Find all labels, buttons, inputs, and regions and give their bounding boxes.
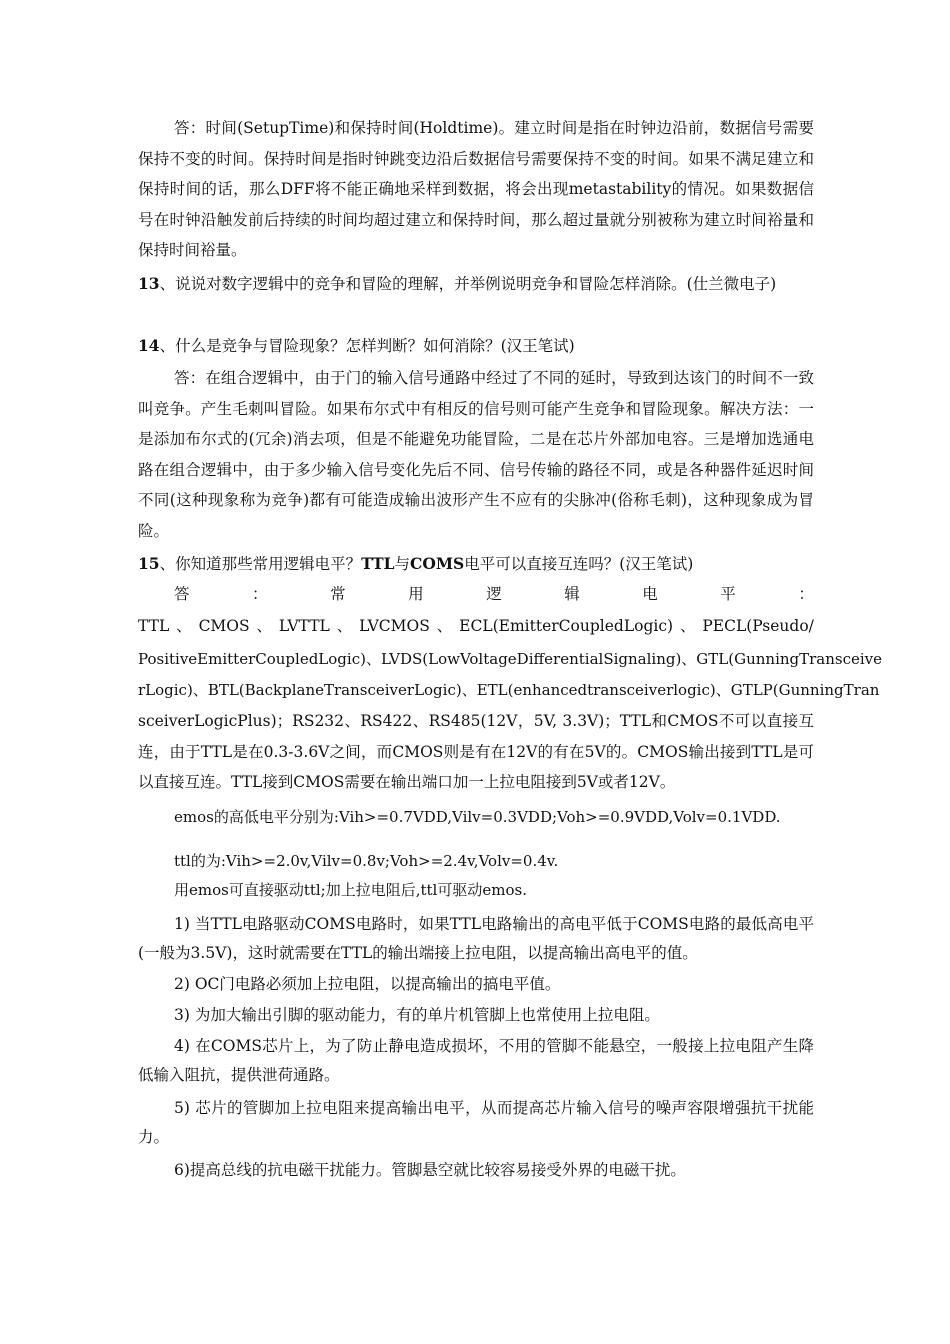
logic-level-list: TTL 、 CMOS 、 LVTTL 、 LVCMOS 、 ECL(EmitterCoupledLogic) 、 PECL(Pseudo/ (138, 617, 814, 635)
setup-hold-answer: 答：时间(SetupTime)和保持时间(Holdtime)。建立时间是指在时钟边沿前，数据信号需要保持不变的时间。保持时间是指时钟跳变边沿后数据信号需要保持不变的时间。如果不满足建立和保持时间的话，那么DFF将不能正确地采样到数据，将会出现metastability的情况。如果数据信号在时钟沿触发前后持续的时间均超过建立和保持时间，那么超过量就分别被称为建立时间裕量和保持时间裕量。 (138, 119, 814, 260)
ttl-cmos-answer: sceiverLogicPlus)；RS232、RS422、RS485(12V，5V, 3.3V)；TTL和CMOS不可以直接互连，由于TTL是在0.3-3.6V之间，而CMOS则是有在12V的有在5V的。CMOS输出接到TTL是可以直接互连。TTL接到CMOS需要在输出端口加一上拉电阻接到5V或者12V。 (138, 712, 814, 792)
question-15: 15、你知道那些常用逻辑电平？TTL与COMS电平可以直接互连吗？(汉王笔试) (138, 554, 694, 573)
question-13-text: 、说说对数字逻辑中的竞争和冒险的理解，并举例说明竞争和冒险怎样消除。(仕兰微电子) (159, 275, 777, 293)
list-item-1: 1) 当TTL电路驱动COMS电路时，如果TTL电路输出的高电平低于COMS电路的最低高电平(一般为3.5V)，这时就需要在TTL的输出端接上拉电阻，以提高输出高电平的值。 (138, 915, 814, 962)
question-13 (138, 270, 814, 298)
logic-level-line-4: rLogic)、BTL(BackplaneTransceiverLogic)、ETL(enhancedtransceiverlogic)、GTLP(GunningTran (138, 681, 880, 699)
question-14-text: 、什么是竞争与冒险现象？怎样判断？如何消除？(汉王笔试) (159, 337, 575, 355)
drive-note: 用emos可直接驱动ttl;加上拉电阻后,ttl可驱动emos. (174, 881, 527, 899)
question-13-number: 13 (138, 274, 160, 293)
list-item-4: 4) 在COMS芯片上，为了防止静电造成损坏，不用的管脚不能悬空，一般接上拉电阻产生降低输入阻抗，提供泄荷通路。 (138, 1037, 814, 1084)
question-14 (138, 332, 814, 360)
list-item-5: 5) 芯片的管脚加上拉电阻来提高输出电平，从而提高芯片输入信号的噪声容限增强抗干扰能力。 (138, 1099, 814, 1146)
race-hazard-answer: 答：在组合逻辑中，由于门的输入信号通路中经过了不同的延时，导致到达该门的时间不一致叫竞争。产生毛刺叫冒险。如果布尔式中有相反的信号则可能产生竞争和冒险现象。解决方法：一是添加布尔式的(冗余)消去项，但是不能避免功能冒险，二是在芯片外部加电容。三是增加选通电路在组合逻辑中，由于多少输入信号变化先后不同、信号传输的路径不同，或是各种器件延迟时间不同(这种现象称为竞争)都有可能造成输出波形产生不应有的尖脉冲(俗称毛刺)，这种现象成为冒险。 (138, 369, 814, 540)
question-14-number: 14 (138, 336, 160, 355)
answer-15-heading: 答 ： 常 用 逻 辑 电 平 ： (174, 585, 814, 603)
list-item-2: 2) OC门电路必须加上拉电阻，以提高输出的搞电平值。 (174, 975, 561, 993)
ttl-levels: ttl的为:Vih>=2.0v,Vilv=0.8v;Voh>=2.4v,Volv=0.4v. (174, 852, 559, 870)
emos-levels: emos的高低电平分别为:Vih>=0.7VDD,Vilv=0.3VDD;Voh>=0.9VDD,Volv=0.1VDD. (174, 808, 781, 826)
question-15-number: 15 (138, 554, 160, 573)
list-item-3: 3) 为加大输出引脚的驱动能力，有的单片机管脚上也常使用上拉电阻。 (174, 1006, 660, 1024)
logic-level-line-3: PositiveEmitterCoupledLogic)、LVDS(LowVoltageDifferentialSignaling)、GTL(GunningTransceive (138, 650, 883, 668)
list-item-6: 6)提高总线的抗电磁干扰能力。管脚悬空就比较容易接受外界的电磁干扰。 (174, 1161, 686, 1179)
